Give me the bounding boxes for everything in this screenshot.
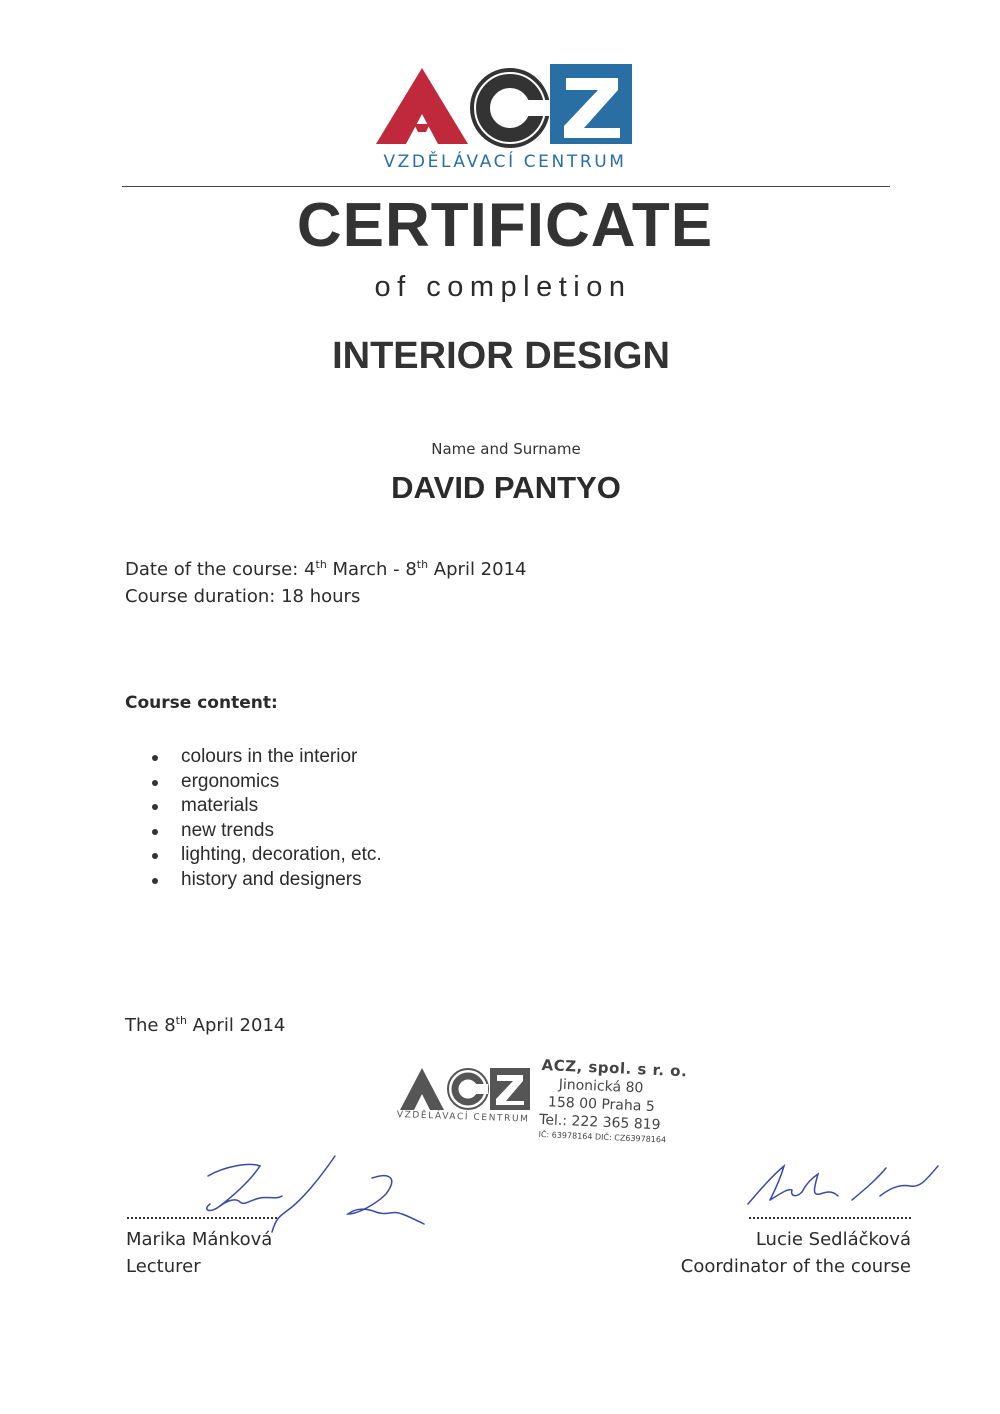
- coordinator-role: Coordinator of the course: [680, 1256, 911, 1277]
- company-stamp: [538, 1056, 687, 1145]
- logo-subtitle: VZDĚLÁVACÍ CENTRUM: [383, 152, 627, 172]
- lecturer-signature-line: [127, 1217, 277, 1219]
- list-item: colours in the interior: [150, 745, 382, 770]
- stamp-company: ACZ, spol. s r. o.: [541, 1056, 688, 1081]
- list-item: lighting, decoration, etc.: [150, 843, 382, 868]
- course-name: INTERIOR DESIGN: [332, 335, 670, 377]
- list-item: new trends: [150, 819, 382, 844]
- certificate-subtitle: of completion: [374, 271, 632, 303]
- course-content-heading: Course content:: [125, 693, 278, 713]
- stamp-logo: [398, 1064, 532, 1114]
- stamp-ids: IČ: 63978164 DIČ: CZ63978164: [538, 1129, 667, 1145]
- course-date: Date of the course: 4th March - 8th April 2014: [125, 558, 527, 580]
- stamp-phone: Tel.: 222 365 819: [538, 1111, 661, 1134]
- stamp-logo-subtitle: VZDĚLÁVACÍ CENTRUM: [396, 1110, 530, 1125]
- course-duration: Course duration: 18 hours: [125, 586, 361, 607]
- name-label: Name and Surname: [431, 440, 581, 458]
- stamp-street: Jinonická 80: [558, 1076, 644, 1097]
- header-divider: [122, 186, 890, 187]
- logo-c-circle: [472, 70, 550, 146]
- lecturer-name: Marika Mánková: [126, 1229, 273, 1250]
- list-item: materials: [150, 794, 382, 819]
- coordinator-name: Lucie Sedláčková: [755, 1229, 911, 1250]
- list-item: history and designers: [150, 868, 382, 893]
- person-name: DAVID PANTYO: [391, 470, 621, 505]
- certificate-title: CERTIFICATE: [296, 191, 714, 260]
- lecturer-role: Lecturer: [126, 1256, 201, 1277]
- logo-a-triangle: [376, 68, 468, 144]
- issue-date: The 8th April 2014: [125, 1014, 286, 1036]
- list-item: ergonomics: [150, 770, 382, 795]
- coordinator-signature: [740, 1160, 945, 1210]
- logo-z-square: [550, 64, 632, 144]
- stamp-city: 158 00 Praha 5: [547, 1094, 656, 1115]
- course-content-list: [150, 745, 382, 892]
- coordinator-signature-line: [749, 1217, 911, 1219]
